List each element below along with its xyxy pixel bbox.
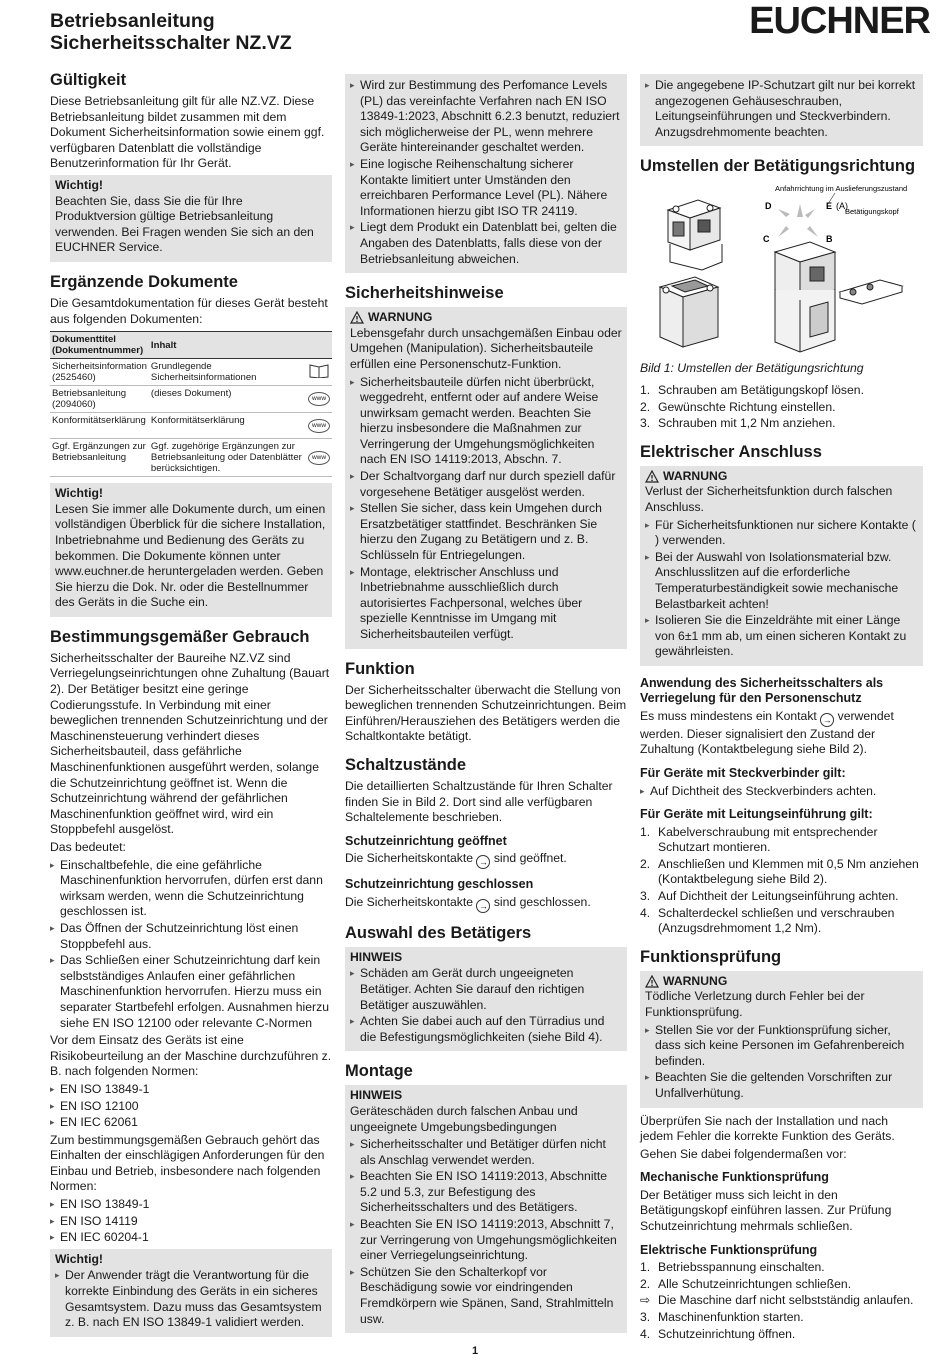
list-item: ▸ Liegt dem Produkt ein Datenblatt bei, gelten die Angaben des Datenblatts, falls diese von der Betriebsanleitung abweichen. [350,220,622,267]
wichtig-text: Beachten Sie, dass Sie die für Ihre Produktversion gültige Betriebsanleitung verwenden. Bei Fragen wenden Sie sich an den EUCHNER Service. [55,193,314,255]
list-item: ▸ Eine logische Reihenschaltung sicherer Kontakte limitiert unter Umständen den erreichbaren Performance Level (PL). Nähere Informationen hierzu gibt ISO TR 24119. [350,157,622,219]
wichtig-box-1 [50,175,332,262]
list-item: ▸ Stellen Sie vor der Funktionsprüfung sicher, dass sich keine Personen im Gefahrenbereich befinden. [645,1023,918,1070]
ergaenzend-text: Die Gesamtdokumentation für dieses Gerät besteht aus folgenden Dokumenten: [50,295,328,326]
heading-ergaenzende-dokumente: Ergänzende Dokumente [50,272,238,291]
list-item: ▸ Für Sicherheitsfunktionen nur sichere Kontakte ( ) verwenden. [645,518,918,549]
heading-funktion: Funktion [345,659,415,678]
list-item: ▸ Auf Dichtheit des Steckverbinders achten. [640,784,923,800]
list-item: ▸ Die angegebene IP-Schutzart gilt nur bei korrekt angezogenen Gehäuseschrauben, Leitungseinführungen und Steckverbindern. Anzugsdrehmomente beachten. [645,78,918,140]
svg-text:B: B [826,234,833,245]
doc-title-line1: Betriebsanleitung [50,10,215,32]
list-item: ▸ Einschaltbefehle, die eine gefährliche Maschinenfunktion hervorrufen, dürfen erst dann wirksam werden, wenn die Schutzeinrichtung geschlossen ist. [50,858,332,920]
warnung-box-3: WARNUNG Tödliche Verletzung durch Fehler bei der Funktionsprüfung. ▸ Stellen Sie vor der Funktionsprüfung sicher, dass sich keine Personen im Gefahrenbereich befinden. ▸ Beachten Sie die geltenden Vorschriften zur Unfallverhütung. [640,971,923,1108]
table-row: Sicherheitsinformation (2525460) Grundlegende Sicherheitsinformationen [50,359,332,386]
euchner-logo: EUCHNER [749,0,930,42]
heading-funktionspruefung: Funktionsprüfung [640,947,782,966]
table-header-content: Inhalt [149,332,306,359]
page-header [50,0,930,62]
heading-schaltzustaende: Schaltzustände [345,755,467,774]
list-item: ▸ Beachten Sie die geltenden Vorschriften zur Unfallverhütung. [645,1070,918,1101]
warning-triangle-icon [350,311,364,324]
www-icon: www [308,419,330,433]
heading-umstellen: Umstellen der Betätigungsrichtung [640,157,916,176]
list-item: ▸ Isolieren Sie die Einzeldrähte mit einer Länge von 6±1 mm ab, um einen sicheren Kontakt zu gewährleisten. [645,613,918,660]
list-item: ▸ Schäden am Gerät durch ungeeigneten Betätiger. Achten Sie darauf den richtigen Betätiger auszuwählen. [350,966,622,1013]
table-row: Konformitätserklärung Konformitätserklärung www [50,413,332,439]
list-item: ▸ Achten Sie dabei auch auf den Türradius und die Befestigungsmöglichkeiten (siehe Bild 4). [350,1014,622,1045]
documents-table [50,331,332,477]
switch-head-assembled [775,242,835,352]
heading-gueltigkeit: Gültigkeit [50,71,127,89]
list-item: ▸ EN IEC 62061 [50,1115,332,1131]
pl-info-box [345,74,627,273]
list-item: ▸ Das Schließen einer Schutzeinrichtung darf kein selbstständiges Anlaufen einer gefährlichen Maschinenfunktion hervorrufen. Hierzu muss ein separater Startbefehl erfolgen. Ausnahmen hierzu siehe EN ISO 12100 oder relevante C-Normen [50,953,332,1031]
table-header-title: Dokumenttitel (Dokumentnummer) [50,332,149,359]
list-item: ▸ Das Öffnen der Schutzeinrichtung löst einen Stoppbefehl aus. [50,921,332,952]
bedeutet-list [50,858,332,1032]
heading-auswahl-betaetiger: Auswahl des Betätigers [345,923,532,942]
leitung-steps [640,825,923,937]
wichtig-box-3: Wichtig! ▸ Der Anwender trägt die Verantwortung für die korrekte Einbindung des Geräts in ein sicheres Gesamtsystem. Dazu muss das Gesamtsystem z. B. nach EN ISO 13849-1 validiert werden. [50,1249,332,1337]
wichtig-box-2: Wichtig! Lesen Sie immer alle Dokumente durch, um einen vollständigen Überblick für die sichere Installation, Inbetriebnahme und Bedienung des Geräts zu bekommen. Die Dokumente können unter www.euchner.de heruntergeladen werden. Geben Sie hierzu die Dok. Nr. oder die Bestellnummer des Geräts in die Suche ein. [50,483,332,617]
figure-betaetigungsrichtung [640,182,923,357]
www-icon: www [308,392,330,406]
list-item: 1. Schrauben am Betätigungskopf lösen. [640,382,864,397]
list-item: ▸ EN ISO 13849-1 [50,1197,332,1213]
figure-caption: Bild 1: Umstellen der Betätigungsrichtung [640,361,864,376]
label-anfahrrichtung: Anfahrrichtung im Auslieferungszustand [775,184,908,194]
actuator [840,280,902,304]
safety-contact-icon: → [476,855,490,869]
wichtig-title: Wichtig! [55,177,103,192]
list-item: ▸ EN ISO 12100 [50,1099,332,1115]
heading-montage: Montage [345,1062,413,1081]
list-item: 3. Maschinenfunktion starten. [640,1309,804,1324]
warnung-box-2: WARNUNG Verlust der Sicherheitsfunktion durch falschen Anschluss. ▸ Für Sicherheitsfunktionen nur sichere Kontakte ( ) verwenden. ▸ Bei der Auswahl von Isolationsmaterial bzw. Anschlusslitzen auf die erforderliche Temperaturbeständigkeit sowie mechanische Belastbarkeit achten! ▸ Isolieren Sie die Einzeldrähte mit einer Länge von 6±1 mm ab, um einen sicheren Kontakt zu gewährleisten. [640,466,923,666]
heading-anwendung: Anwendung des Sicherheitsschalters als Verriegelung für den Personenschutz [640,675,884,706]
heading-bestimmungsgemaesser-gebrauch: Bestimmungsgemäßer Gebrauch [50,627,310,646]
list-item: 1. Kabelverschraubung mit entsprechender Schutzart montieren. [640,824,878,855]
heading-elektrischer-anschluss: Elektrischer Anschluss [640,442,822,461]
normen-list-1 [50,1082,332,1131]
label-betaetigungskopf: Betätigungskopf [845,207,899,217]
list-item: ▸ Sicherheitsschalter und Betätiger dürfen nicht als Anschlag verwendet werden. [350,1137,622,1168]
normen-list-2 [50,1197,332,1246]
list-item: ▸ Wird zur Bestimmung des Perfomance Levels (PL) das vereinfachte Verfahren nach EN ISO 13849-1:2023, Abschnitt 6.2.3 benutzt, reduziert sich möglicherweise der PL, wenn mehrere Geräte hintereinander geschaltet werden. [350,78,622,156]
list-item: 4. Schutzeinrichtung öffnen. [640,1326,796,1341]
safety-contact-icon: → [476,899,490,913]
ip-info-box [640,74,923,146]
table-row: Ggf. Ergänzungen zur Betriebsanleitung Ggf. zugehörige Ergänzungen zur Betriebsanleitung oder Datenblätter berücksichtigen. www [50,439,332,477]
list-item: ▸ EN IEC 60204-1 [50,1230,332,1246]
book-icon [309,363,329,378]
doc-title-line2: Sicherheitsschalter NZ.VZ [50,32,292,54]
umstellen-steps [640,383,923,432]
list-item: ▸ EN ISO 13849-1 [50,1082,332,1098]
elektrische-pruefung-steps [640,1260,923,1342]
list-item: ▸ Bei der Auswahl von Isolationsmaterial bzw. Anschlusslitzen auf die erforderliche Temperaturbeständigkeit sowie mechanische Belastbarkeit achten! [645,550,918,612]
list-item: ▸ EN ISO 14119 [50,1214,332,1230]
column-3: ▸ Die angegebene IP-Schutzart gilt nur bei korrekt angezogenen Gehäuseschrauben, Leitungseinführungen und Steckverbindern. Anzugsdrehmomente beachten. Umstellen der Betätigungsrichtung Anfahrrichtung im Auslieferungszustand Betätigungskopf D E (A) C B Bild 1: Umstellen der Betätigungsrichtung 1. Schrauben am Betätigungskopf lösen. 2. Gewünschte Richtung einstellen. 3. Schrauben mit 1,2 Nm anziehen. Elektrischer Anschluss WARNUNG Verlust der Sicherheitsfunktion durch falschen Anschluss. ▸ Für Sicherheitsfunktionen nur sichere Kontakte ( ) verwenden. ▸ Bei der Auswahl von Isolationsmaterial bzw. Anschlusslitzen auf die erforderliche Temperaturbeständigkeit sowie mechanische Belastbarkeit achten! ▸ Isolieren Sie die Einzeldrähte mit einer Länge von 6±1 mm ab, um einen sicheren Kontakt zu gewährleisten. Anwendung des Sicherheitsschalters als Verriegelung für den Personenschutz Es muss mindestens ein Kontakt → verwendet werden. Dieser signalisiert den Zustand der Zuhaltung (Kontaktbelegung siehe Bild 2). Für Geräte mit Steckverbinder gilt: ▸ Auf Dichtheit des Steckverbinders achten. Für Geräte mit Leitungseinführung gilt: 1. Kabelverschraubung mit entsprechender Schutzart montieren. 2. Anschließen und Klemmen mit 0,5 Nm anziehen (Kontaktbelegung siehe Bild 2). 3. Auf Dichtheit der Leitungseinführung achten. 4. Schalterdeckel schließen und verschrauben (Anzugsdrehmoment 1,2 Nm). Funktionsprüfung WARNUNG Tödliche Verletzung durch Fehler bei der Funktionsprüfung. ▸ Stellen Sie vor der Funktionsprüfung sicher, dass sich keine Personen im Gefahrenbereich befinden. ▸ Beachten Sie die geltenden Vorschriften zur Unfallverhütung. Überprüfen Sie nach der Installation und nach jedem Fehler die korrekte Funktion des Geräts. Gehen Sie dabei folgendermaßen vor: Mechanische Funktionsprüfung Der Betätiger muss sich leicht in den Betätigungskopf einführen lassen. Zur Prüfung Schutzeinrichtung mehrmals schließen. Elektrische Funktionsprüfung 1. Betriebsspannung einschalten. 2. Alle Schutzeinrichtungen schließen. ⇨ Die Maschine darf nicht selbstständig anlaufen. 3. Maschinenfunktion starten. 4. Schutzeinrichtung öffnen. [640,66,923,1344]
safety-contact-icon: → [820,713,834,727]
gueltigkeit-text: Diese Betriebsanleitung gilt für alle NZ.VZ. Diese Betriebsanleitung bildet zusammen mit dem Dokument Sicherheitsinformation sowie einem ggf. verfügbaren Datenblatt die vollständige Benutzerinformation für Ihr Gerät. [50,94,325,171]
list-item: 2. Gewünschte Richtung einstellen. [640,399,836,414]
direction-arrows [778,204,818,237]
list-item: ▸ Beachten Sie EN ISO 14119:2013, Abschnitte 5.2 und 5.3, zur Befestigung des Sicherheitsschalters und des Betätigers. [350,1169,622,1216]
actuating-head-small [668,200,722,270]
heading-sicherheitshinweise: Sicherheitshinweise [345,284,504,303]
list-item: ▸ Montage, elektrischer Anschluss und Inbetriebnahme ausschließlich durch autorisiertes Fachpersonal, welches über spezielle Kenntnisse im Umgang mit Sicherheitsbauteilen verfügt. [350,565,622,643]
list-item: 3. Schrauben mit 1,2 Nm anziehen. [640,416,836,431]
warning-triangle-icon [645,975,659,988]
list-item: 2. Anschließen und Klemmen mit 0,5 Nm anziehen (Kontaktbelegung siehe Bild 2). [640,856,919,887]
list-item: ▸ Sicherheitsbauteile dürfen nicht überbrückt, weggedreht, entfernt oder auf andere Weise unwirksam gemacht werden. Beachten Sie hierzu insbesondere die Maßnahmen zur Verringerung der Umgehungsmöglichkeiten nach EN ISO 14119:2013, Abschn. 7. [350,375,622,469]
switch-housing [660,277,718,347]
list-item: ▸ Schützen Sie den Schalterkopf vor Beschädigung sowie vor eindringenden Fremdkörpern wie Spänen, Sand, Strahlmitteln usw. [350,1265,622,1327]
warning-triangle-icon [645,470,659,483]
hinweis-box-1: HINWEIS ▸ Schäden am Gerät durch ungeeigneten Betätiger. Achten Sie darauf den richtigen Betätiger auszuwählen. ▸ Achten Sie dabei auch auf den Türradius und die Befestigungsmöglichkeiten (siehe Bild 4). [345,947,627,1052]
list-item: 4. Schalterdeckel schließen und verschrauben (Anzugsdrehmoment 1,2 Nm). [640,905,895,936]
svg-text:D: D [765,201,772,212]
svg-text:C: C [763,234,770,245]
switch-diagram [640,182,923,357]
list-item: ▸ Beachten Sie EN ISO 14119:2013, Abschnitt 7, zur Verringerung von Umgehungsmöglichkeiten einer Verriegelungseinrichtung. [350,1217,622,1264]
list-item: 1. Betriebsspannung einschalten. [640,1260,825,1275]
column-2: ▸ Wird zur Bestimmung des Perfomance Levels (PL) das vereinfachte Verfahren nach EN ISO 13849-1:2023, Abschnitt 6.2.3 benutzt, reduziert sich möglicherweise der PL, wenn mehrere Geräte hintereinander geschaltet werden. ▸ Eine logische Reihenschaltung sicherer Kontakte limitiert unter Umständen den erreichbaren Performance Level (PL). Nähere Informationen hierzu gibt ISO TR 24119. ▸ Liegt dem Produkt ein Datenblatt bei, gelten die Angaben des Datenblatts, falls diese von der Betriebsanleitung abweichen. Sicherheitshinweise WARNUNG Lebensgefahr durch unsachgemäßen Einbau oder Umgehen (Manipulation). Sicherheitsbauteile erfüllen eine Personenschutz-Funktion. ▸ Sicherheitsbauteile dürfen nicht überbrückt, weggedreht, entfernt oder auf andere Weise unwirksam gemacht werden. Beachten Sie hierzu insbesondere die Maßnahmen zur Verringerung der Umgehungsmöglichkeiten nach EN ISO 14119:2013, Abschn. 7. ▸ Der Schaltvorgang darf nur durch speziell dafür vorgesehene Betätiger ausgelöst werden. ▸ Stellen Sie sicher, dass kein Umgehen durch Ersatzbetätiger stattfindet. Beschränken Sie hierzu den Zugang zu Betätigern und z. B. Schlüsseln für Entriegelungen. ▸ Montage, elektrischer Anschluss und Inbetriebnahme ausschließlich durch autorisiertes Fachpersonal, welches über spezielle Kenntnisse im Umgang mit Sicherheitsbauteilen verfügt. Funktion Der Sicherheitsschalter überwacht die Stellung von beweglichen trennenden Schutzeinrichtungen. Beim Einführen/Herausziehen des Betätigers werden die Schaltkontakte betätigt. Schaltzustände Die detaillierten Schaltzustände für Ihren Schalter finden Sie in Bild 2. Dort sind alle verfügbaren Schaltelemente beschrieben. Schutzeinrichtung geöffnet Die Sicherheitskontakte → sind geöffnet. Schutzeinrichtung geschlossen Die Sicherheitskontakte → sind geschlossen. Auswahl des Betätigers HINWEIS ▸ Schäden am Gerät durch ungeeigneten Betätiger. Achten Sie darauf den richtigen Betätiger auszuwählen. ▸ Achten Sie dabei auch auf den Türradius und die Befestigungsmöglichkeiten (siehe Bild 4). Montage HINWEIS Geräteschäden durch falschen Anbau und ungeeignete Umgebungsbedingungen ▸ Sicherheitsschalter und Betätiger dürfen nicht als Anschlag verwendet werden. ▸ Beachten Sie EN ISO 14119:2013, Abschnitte 5.2 und 5.3, zur Befestigung des Sicherheitsschalters und des Betätigers. ▸ Beachten Sie EN ISO 14119:2013, Abschnitt 7, zur Verringerung von Umgehungsmöglichkeiten einer Verriegelungseinrichtung. ▸ Schützen Sie den Schalterkopf vor Beschädigung sowie vor eindringenden Fremdkörpern wie Spänen, Sand, Strahlmitteln usw. [345,66,627,1339]
hinweis-box-2: HINWEIS Geräteschäden durch falschen Anbau und ungeeignete Umgebungsbedingungen ▸ Sicherheitsschalter und Betätiger dürfen nicht als Anschlag verwendet werden. ▸ Beachten Sie EN ISO 14119:2013, Abschnitte 5.2 und 5.3, zur Befestigung des Sicherheitsschalters und des Betätigers. ▸ Beachten Sie EN ISO 14119:2013, Abschnitt 7, zur Verringerung von Umgehungsmöglichkeiten einer Verriegelungseinrichtung. ▸ Schützen Sie den Schalterkopf vor Beschädigung sowie vor eindringenden Fremdkörpern wie Spänen, Sand, Strahlmitteln usw. [345,1085,627,1333]
list-item: ▸ Der Schaltvorgang darf nur durch speziell dafür vorgesehene Betätiger ausgelöst werden. [350,469,622,500]
www-icon: www [308,451,330,465]
list-item: ⇨ Die Maschine darf nicht selbstständig anlaufen. [640,1293,914,1308]
page-number: 1 [471,1345,479,1357]
warnung-box-1: WARNUNG Lebensgefahr durch unsachgemäßen Einbau oder Umgehen (Manipulation). Sicherheitsbauteile erfüllen eine Personenschutz-Funktion. ▸ Sicherheitsbauteile dürfen nicht überbrückt, weggedreht, entfernt oder auf andere Weise unwirksam gemacht werden. Beachten Sie hierzu insbesondere die Maßnahmen zur Verringerung der Umgehungsmöglichkeiten nach EN ISO 14119:2013, Abschn. 7. ▸ Der Schaltvorgang darf nur durch speziell dafür vorgesehene Betätiger ausgelöst werden. ▸ Stellen Sie sicher, dass kein Umgehen durch Ersatzbetätiger stattfindet. Beschränken Sie hierzu den Zugang zu Betätigern und z. B. Schlüsseln für Entriegelungen. ▸ Montage, elektrischer Anschluss und Inbetriebnahme ausschließlich durch autorisiertes Fachpersonal, welches über spezielle Kenntnisse im Umgang mit Sicherheitsbauteilen verfügt. [345,307,627,648]
list-item: 3. Auf Dichtheit der Leitungseinführung achten. [640,889,899,904]
list-item: ▸ Der Anwender trägt die Verantwortung für die korrekte Einbindung des Geräts in ein sicheres Gesamtsystem. Dazu muss das Gesamtsystem z. B. nach EN ISO 13849-1 validiert werden. [55,1268,327,1330]
arrow-right-icon: ⇨ [640,1293,651,1308]
list-item: 2. Alle Schutzeinrichtungen schließen. [640,1276,852,1291]
column-1: Gültigkeit Diese Betriebsanleitung gilt für alle NZ.VZ. Diese Betriebsanleitung bildet zusammen mit dem Dokument Sicherheitsinformation sowie einem ggf. verfügbaren Datenblatt die vollständige Benutzerinformation für Ihr Gerät. Wichtig! Beachten Sie, dass Sie die für Ihre Produktversion gültige Betriebsanleitung verwenden. Bei Fragen wenden Sie sich an den EUCHNER Service. Ergänzende Dokumente Die Gesamtdokumentation für dieses Gerät besteht aus folgenden Dokumenten: Dokumenttitel (Dokumentnummer) Inhalt Sicherheitsinformation (2525460) Grundlegende Sicherheitsinformationen Betriebsanleitung (2094060) (dieses Dokument) www Konformitätserklärung Konformitätserklärung www Ggf. Ergänzungen zur Betriebsanleitung Ggf. zugehörige Ergänzungen zur Betriebsanleitung oder Datenblätter berücksichtigen. www Wichtig! Lesen Sie immer alle Dokumente durch, um einen vollständigen Überblick für die sichere Installation, Inbetriebnahme und Bedienung des Geräts zu bekommen. Die Dokumente können unter www.euchner.de heruntergeladen werden. Geben Sie hierzu die Dok. Nr. oder die Bestellnummer des Geräts in die Suche ein. Bestimmungsgemäßer Gebrauch Sicherheitsschalter der Baureihe NZ.VZ sind Verriegelungseinrichtungen ohne Zuhaltung (Bauart 2). Der Betätiger besitzt eine geringe Codierungsstufe. In Verbindung mit einer beweglichen trennenden Schutzeinrichtung und der Maschinensteuerung verhindert dieses Sicherheitsbauteil, dass gefährliche Maschinenfunktionen ausgeführt werden, solange die Schutzeinrichtung geöffnet ist. Wenn die Schutzeinrichtung während der gefährlichen Maschinenfunktion geöffnet wird, wird ein Stoppbefehl ausgelöst. Das bedeutet: ▸ Einschaltbefehle, die eine gefährliche Maschinenfunktion hervorrufen, dürfen erst dann wirksam werden, wenn die Schutzeinrichtung geschlossen ist. ▸ Das Öffnen der Schutzeinrichtung löst einen Stoppbefehl aus. ▸ Das Schließen einer Schutzeinrichtung darf kein selbstständiges Anlaufen einer gefährlichen Maschinenfunktion hervorrufen. Hierzu muss ein separater Startbefehl erfolgen. Ausnahmen hierzu siehe EN ISO 12100 oder relevante C-Normen Vor dem Einsatz des Geräts ist eine Risikobeurteilung an der Maschine durchzuführen z. B. nach folgenden Normen: ▸ EN ISO 13849-1 ▸ EN ISO 12100 ▸ EN IEC 62061 Zum bestimmungsgemäßen Gebrauch gehört das Einhalten der einschlägigen Anforderungen für den Einbau und Betrieb, insbesondere nach folgenden Normen: ▸ EN ISO 13849-1 ▸ EN ISO 14119 ▸ EN IEC 60204-1 Wichtig! ▸ Der Anwender trägt die Verantwortung für die korrekte Einbindung des Geräts in ein sicheres Gesamtsystem. Dazu muss das Gesamtsystem z. B. nach EN ISO 13849-1 validiert werden. [50,66,332,1343]
svg-text:E: E [826,201,833,212]
list-item: ▸ Stellen Sie sicher, dass kein Umgehen durch Ersatzbetätiger stattfindet. Beschränken Sie hierzu den Zugang zu Betätigern und z. B. Schlüsseln für Entriegelungen. [350,501,622,563]
table-row: Betriebsanleitung (2094060) (dieses Dokument) www [50,386,332,413]
svg-text:(A): (A) [836,201,848,212]
